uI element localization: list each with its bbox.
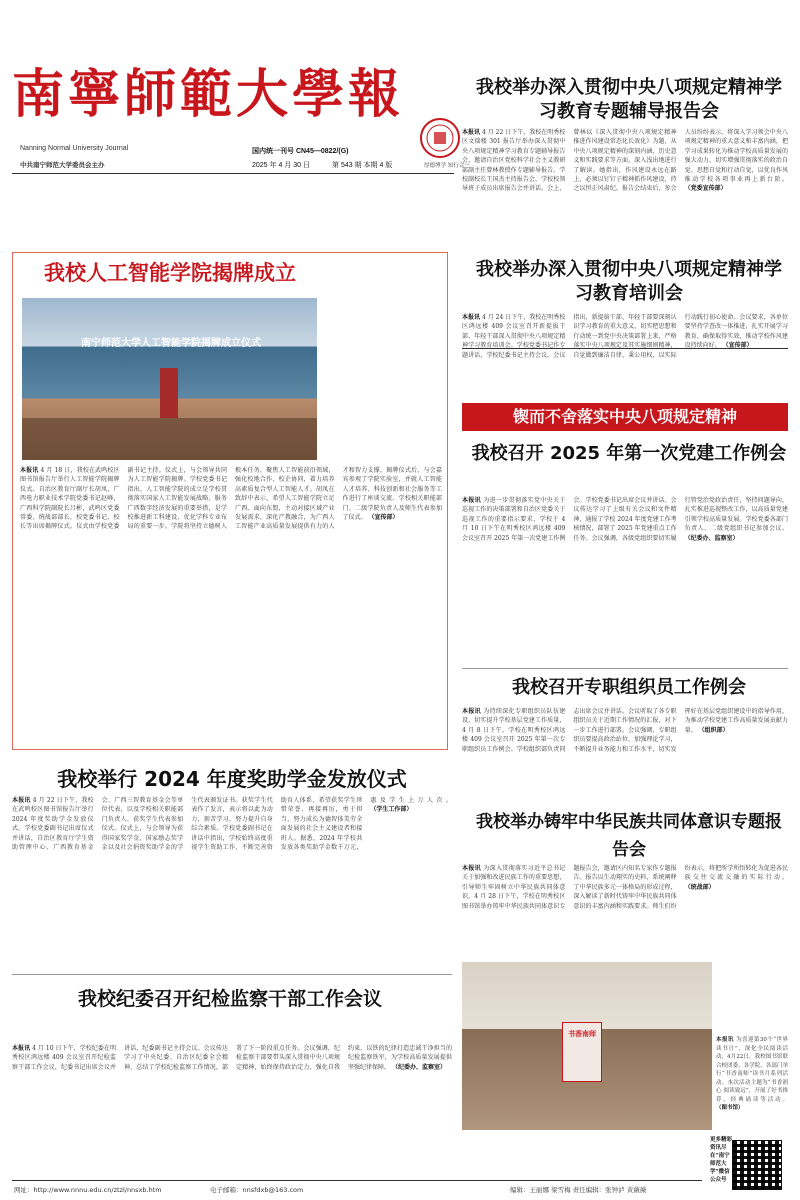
a7-title: 我校举办铸牢中华民族共同体意识专题报告会 [476, 812, 782, 860]
masthead-english: Nanning Normal University Journal [20, 145, 129, 152]
a5-title: 我校召开专职组织员工作例会 [512, 677, 746, 698]
a7-body: 本报讯 为深入贯彻落实习近平总书记关于加强和改进民族工作的重要思想，引导师生牢固树立中华民族共同体意识，4 月 28 日下午，学校在明秀校区图书馆举办铸牢中华民族共同体意识专题报告会，邀请区内知名专家作专题报告。报告以生动翔实的史料，系统阐释了中华民族多元一体格局的形成过程，深入解读了新时代铸牢中华民族共同体意识的丰富内涵和实践要求。师生们纷纷表示，将把所学所悟转化为促进各民族交往交流交融的实际行动。 （统战部） [462, 865, 788, 910]
masthead-publisher: 中共南宁师范大学委员会主办 [20, 161, 105, 169]
a6-title: 我校举行 2024 年度奖助学金发放仪式 [57, 767, 407, 791]
qr-code[interactable] [732, 1140, 782, 1190]
a6-tag: （学生工作部） [370, 806, 413, 814]
a8-tag: （纪委办、监察室） [391, 1063, 446, 1071]
photo-plaque [160, 368, 178, 418]
a2-tag: （宣传部） [368, 514, 399, 522]
school-seal [420, 118, 460, 158]
a8-body: 本报讯 4 月 10 日下午，学校纪委在明秀校区鸿远楼 409 会议室召开纪检监察干部工作会议，纪委书记出席会议并讲话，纪委副书记主持会议。会议传达学习了中央纪委、自治区纪委全会精神，总结了学校纪检监察工作情况，部署了下一阶段重点任务。会议强调，纪检监察干部要带头深入贯彻中央八项规定精神，始终保持政治定力，强化自我约束，以铁的纪律打造忠诚干净担当的纪检监察铁军，为学校高质量发展提供坚强纪律保障。 （纪委办、监察室） [12, 1045, 452, 1071]
a1-title: 我校举办深入贯彻中央八项规定精神学习教育专题辅导报告会 [476, 77, 782, 122]
masthead-issue: 第 543 期 本期 4 版 [332, 162, 393, 169]
reading-event-photo [462, 962, 712, 1130]
masthead-date: 2025 年 4 月 30 日 [252, 162, 310, 169]
photo-stage [22, 418, 317, 460]
a3-body: 本报讯 4 月 24 日下午，我校在明秀校区鸿远楼 409 会议室召开新提拔干部、年轻干部深入贯彻中央八项规定精神学习教育培训会。学校党委书记作专题讲话，学校纪委书记主持会议。会议指出，新提拔干部、年轻干部要深刻认识学习教育的重大意义，切实把思想和行动统一到党中央决策部署上来，严格落实中央八项规定及其实施细则精神，自觉做到廉洁自律、秉公用权，以实际行动践行初心使命。会议要求，各单位要坚持学查改一体推进，扎实开展学习教育，确保取得实效，推动学校作风建设持续向好。 （宣传部） [462, 314, 788, 359]
photo-caption: 本报讯 为喜迎第30个“世界读书日”，深化全民阅读活动，4月22日，我校图书馆联合校团委、各学院、各部门举行“书香南师”读书月系列活动。本次活动主题为“书香润心 阅读致远”，开展了好书推荐、经典诵读等活动。 （图书馆） [716, 1037, 788, 1111]
photo-backdrop-caption: 南宁师范大学人工智能学院揭牌成立仪式 [81, 338, 261, 349]
footer-editors: 编辑：王丽娜 梁雪梅 责任编辑：张钟泸 黄薇薇 [510, 1186, 647, 1194]
photo-caption-tag: （图书馆） [716, 1105, 744, 1111]
a3-title: 我校举办深入贯彻中央八项规定精神学习教育培训会 [476, 259, 782, 304]
qr-caption: 更多精彩资讯尽在“南宁师范大学”微信公众号 [710, 1137, 733, 1183]
a2-title: 我校人工智能学院揭牌成立 [44, 261, 296, 285]
a1-tag: （党委宣传部） [684, 185, 727, 193]
a4-body: 本报讯 为进一步贯彻落实党中央关于巡视工作的决策部署和自治区党委关于巡视工作的重要指示要求，学校于 4 月 10 日下午在明秀校区鸿远楼 409 会议室召开 2025 年第一次党建工作例会。学校党委书记出席会议并讲话。会议传达学习了上级有关会议和文件精神，通报了学校 2024 年度党建工作考核情况，部署了 2025 年党建重点工作任务。会议强调，各级党组织要切实履行管党治党政治责任，坚持问题导向，扎实推进巡视整改工作，以高质量党建引领学校高质量发展。学校党委各部门负责人、二级党组织书记参加会议。 （纪委办、监察室） [462, 497, 788, 542]
a4-tag: （纪委办、监察室） [684, 534, 739, 542]
masthead-issn: 国内统一刊号 CN45—0822/(G) [252, 148, 349, 155]
masthead-title: 南寧師範大學報 [12, 64, 405, 125]
a7-tag: （统战部） [684, 883, 715, 891]
a2-body: 本报讯 4 月 18 日，我校在武鸣校区图书馆报告厅举行人工智能学院揭牌仪式。自治区教育厅副厅长胡凤，广西电力职业技术学院党委书记赵峰，广西科学院副院长吕彬，武鸣区党委常委、统战部部长，校党委书记、校长等出席揭牌仪式。仪式由学校党委副书记主持。仪式上，与会领导共同为人工智能学院揭牌。学校党委书记指出，人工智能学院的成立是学校贯彻落实国家人工智能发展战略、服务广西数字经济发展的重要举措，是学校推进新工科建设、优化学科专业布局的重要一步。学院将坚持立德树人根本任务，聚焦人工智能前沿领域，强化校地合作、校企协同，着力培养高素质复合型人工智能人才。胡凤在致辞中表示，希望人工智能学院立足广西、面向东盟，主动对接区域产业发展需求，深化产教融合，为广西人工智能产业高质量发展提供有力的人才和智力支撑。揭牌仪式后，与会嘉宾参观了学院实验室，并就人工智能人才培养、科技创新和社会服务等工作进行了座谈交流。学校相关职能部门、二级学院负责人及师生代表参加了仪式。 （宣传部） [20, 467, 442, 531]
a4-title: 我校召开 2025 年第一次党建工作例会 [471, 443, 787, 464]
ceremony-photo [22, 298, 317, 460]
a1-body: 本报讯 4 月 22 日下午，我校在明秀校区文瑞楼 301 报告厅举办深入贯彻中央八项规定精神学习教育专题辅导报告会，邀请自治区党校科学社会主义教研部副主任曾林教授作专题辅导报告。学校副校长王国杰主持报告会，学校校领导班子成员出席报告会并讲话。会上，曾林以《深入贯彻中央八项规定精神 推进作风建设常态化长效化》为题，从中央八项规定精神的深刻内涵、历史意义和实践要求等方面，深入浅出地进行了解读。她指出，作风建设永远在路上，必须以钉钉子精神抓作风建设，持之以恒正风肃纪。报告会结束后，参会人员纷纷表示，将深入学习领会中央八项规定精神的重大意义和丰富内涵，把学习成果转化为推动学校高质量发展的强大动力，切实增强贯彻落实的政治自觉、思想自觉和行动自觉，以优良作风推动学校各项事业再上新台阶。 （党委宣传部） [462, 129, 788, 193]
footer-email[interactable]: 电子邮箱：nnsfdxb@163.com [210, 1186, 304, 1194]
banner: 锲而不舍落实中央八项规定精神 [462, 403, 788, 431]
a3-tag: （宣传部） [722, 342, 753, 350]
a5-tag: （组织部） [698, 726, 729, 734]
a5-body: 本报讯 为持续深化专职组织员队伍建设，切实提升学校基层党建工作质量，4 月 8 日下午，学校在明秀校区鸿远楼 409 会议室召开 2025 年第一次专职组织员工作例会。学校组织部负责同志出席会议并讲话。会议听取了各专职组织员关于近期工作情况的汇报，对下一步工作进行部署。会议强调，专职组织员要提高政治站位，加强理论学习，不断提升业务能力和工作水平，切实发挥好在基层党组织建设中的指导作用，为推动学校党建工作高质量发展贡献力量。 （组织部） [462, 708, 788, 753]
a6-body: 本报讯 4 月 22 日下午，我校在武鸣校区图书馆报告厅举行 2024 年度奖助学金发放仪式。学校党委副书记出席仪式并讲话，自治区教育厅学生资助管理中心、广西教育基金会、广西三智教育基金会等单位代表，以及学校相关职能部门负责人、获奖学生代表参加仪式。仪式上，与会领导为获得国家奖学金、国家励志奖学金以及社会捐资奖助学金的学生代表颁发证书。获奖学生代表作了发言，表示将以此为动力，刻苦学习，努力提升自身综合素质。学校党委副书记在讲话中指出，学校始终高度重视学生资助工作，不断完善资助育人体系，希望获奖学生珍惜荣誉、再接再厉，勇于担当，努力成长为德智体美劳全面发展的社会主义建设者和接班人。据悉，2024 年学校共发放各类奖助学金数千万元，惠及学生上万人次。 （学生工作部） [12, 797, 452, 852]
masthead-motto: 厚德博学 知行合一 [424, 163, 470, 169]
a8-title: 我校纪委召开纪检监察干部工作会议 [77, 988, 382, 1010]
reading-banner: 书香南师 [562, 1022, 602, 1082]
seal-icon [422, 120, 458, 156]
footer-website[interactable]: 网址：http://www.nnnu.edu.cn/ztzl/nnsxb.htm [14, 1186, 162, 1194]
